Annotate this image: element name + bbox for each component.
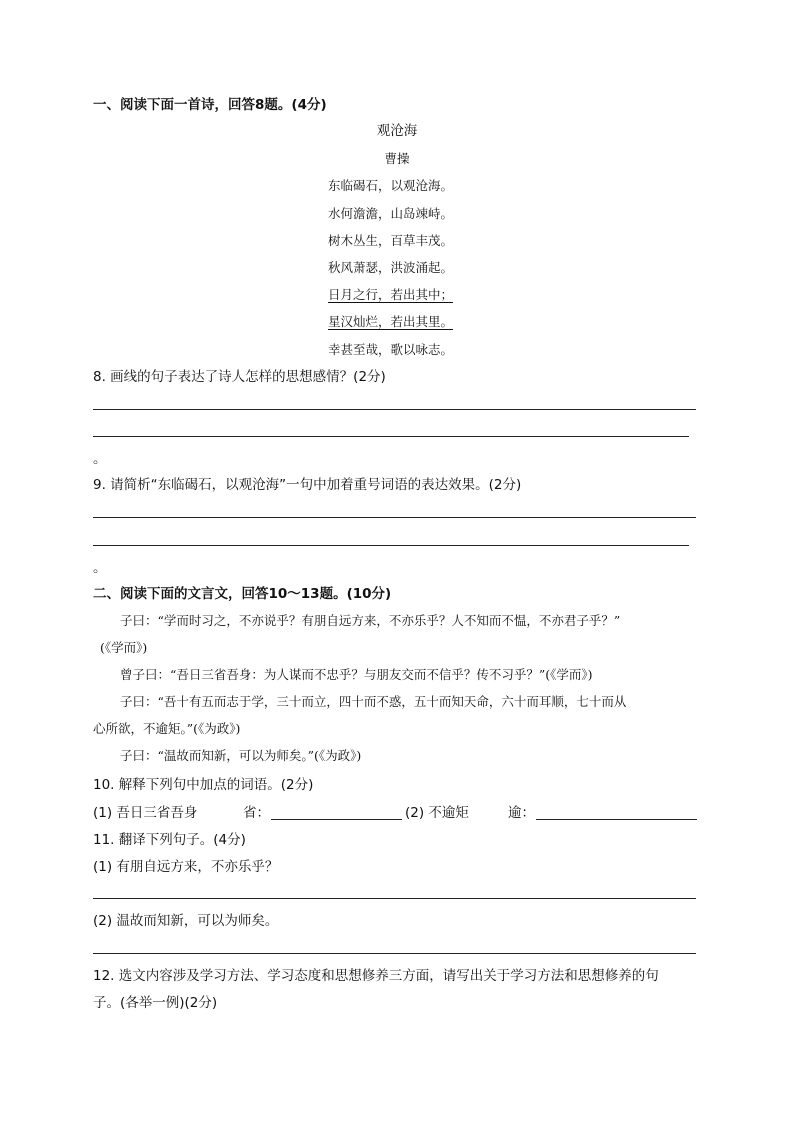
section2-heading: 二、阅读下面的文言文，回答10～13题。(10分) [93, 586, 392, 602]
answer-end-mark: 。 [93, 451, 107, 467]
answer-line[interactable] [93, 517, 696, 518]
question-11-item1: (1) 有朋自远方来，不亦乐乎？ [93, 859, 279, 875]
passage-line: 曾子曰：“吾日三省吾身：为人谋而不忠乎？与朋友交而不信乎？传不习乎？”(《学而》) [120, 667, 593, 682]
passage-line: 心所欲，不逾矩。”(《为政》) [93, 721, 241, 736]
poem-line: 幸甚至哉，歌以咏志。 [328, 342, 454, 357]
question-10-item1: (1) 吾日三省吾身 [93, 805, 198, 821]
answer-line[interactable] [93, 409, 696, 410]
passage-line: 子曰：“温故而知新，可以为师矣。”(《为政》) [120, 748, 362, 763]
passage-line: (《学而》) [100, 640, 148, 655]
section1-heading: 一、阅读下面一首诗，回答8题。(4分) [93, 97, 327, 113]
poem-line: 水何澹澹，山岛竦峙。 [328, 206, 454, 221]
question-11-item2: (2) 温故而知新，可以为师矣。 [93, 913, 279, 929]
poem-line-underlined: 星汉灿烂，若出其里。 [328, 314, 454, 329]
passage-line: 子曰：“学而时习之，不亦说乎？有朋自远方来，不亦乐乎？人不知而不愠，不亦君子乎？” [120, 613, 621, 628]
fill-blank[interactable] [536, 819, 697, 820]
poem-title: 观沧海 [376, 123, 418, 139]
question-8: 8. 画线的句子表达了诗人怎样的思想感情？(2分) [93, 369, 386, 385]
answer-line[interactable] [93, 898, 696, 899]
poem-author: 曹操 [384, 151, 410, 166]
answer-line[interactable] [93, 953, 696, 954]
question-12-cont: 子。(各举一例)(2分) [93, 995, 218, 1011]
question-11: 11. 翻译下列句子。(4分) [93, 832, 246, 848]
question-9: 9. 请简析“东临碣石，以观沧海”一句中加着重号词语的表达效果。(2分) [93, 477, 522, 493]
poem-line: 东临碣石，以观沧海。 [328, 178, 454, 193]
question-10: 10. 解释下列句中加点的词语。(2分) [93, 777, 314, 793]
answer-line[interactable] [93, 545, 689, 546]
answer-end-mark: 。 [93, 560, 107, 576]
passage-line: 子曰：“吾十有五而志于学，三十而立，四十而不惑，五十而知天命，六十而耳顺，七十而从 [120, 694, 627, 709]
poem-line: 秋风萧瑟，洪波涌起。 [328, 260, 454, 275]
poem-line-underlined: 日月之行，若出其中； [328, 287, 454, 302]
question-10-word2: 逾： [508, 805, 535, 821]
fill-blank[interactable] [271, 819, 402, 820]
question-12: 12. 选文内容涉及学习方法、学习态度和思想修养三方面，请写出关于学习方法和思想修养的句 [93, 968, 659, 984]
question-10-item2: (2) 不逾矩 [405, 805, 469, 821]
poem-line: 树木丛生，百草丰茂。 [328, 233, 454, 248]
question-10-word1: 省： [243, 805, 270, 821]
answer-line[interactable] [93, 436, 689, 437]
